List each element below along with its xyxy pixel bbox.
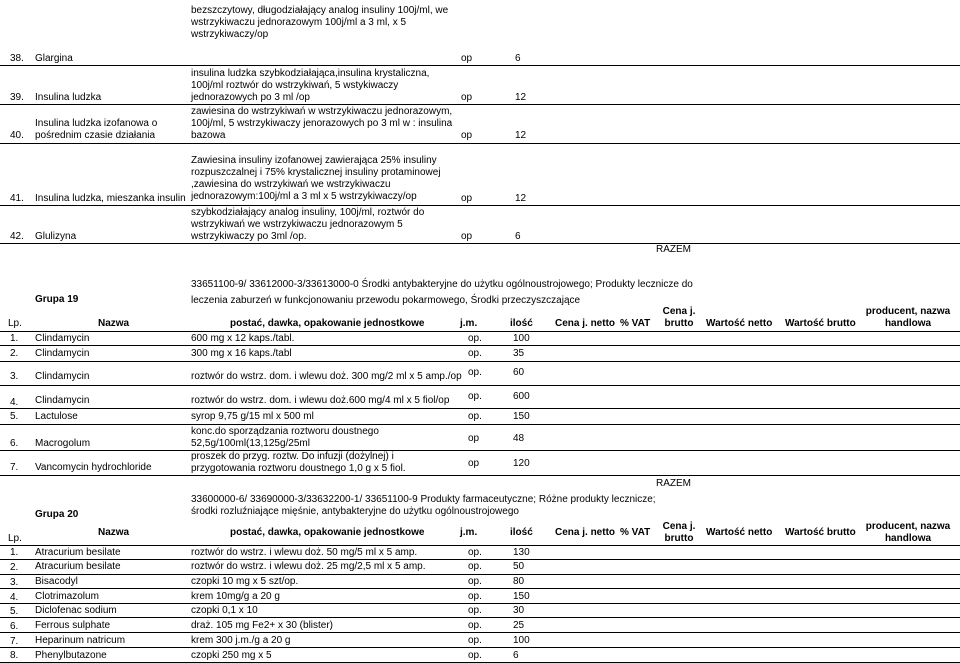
razem-label-1: RAZEM	[656, 244, 691, 255]
row-ilosc: 35	[513, 348, 525, 359]
row-postac: czopki 0,1 x 10	[191, 605, 258, 616]
row-nazwa: Clindamycin	[35, 395, 90, 406]
row-postac: 600 mg x 12 kaps./tabl.	[191, 333, 295, 344]
row-0-desc: bezszczytowy, długodziałający analog insuliny 100j/ml, we wstrzykiwaczu jednorazowym 100j/ml a 3 ml, x 5 wstrzykiwaczy/op	[191, 5, 449, 40]
header-cena-brutto: Cena j. brutto	[662, 306, 696, 329]
row-ilosc: 150	[513, 591, 530, 602]
row-ilosc: 50	[513, 561, 525, 572]
header-wartosc-netto: Wartość netto	[706, 527, 773, 538]
row-ilosc: 6	[513, 650, 519, 661]
row-40-jm: op	[461, 130, 473, 141]
row-postac: draż. 105 mg Fe2+ x 30 (blister)	[191, 620, 334, 631]
row-nazwa: Atracurium besilate	[35, 547, 121, 558]
header-ilosc: ilość	[510, 527, 533, 538]
header-ilosc: ilość	[510, 318, 533, 329]
header-cena-netto: Cena j. netto	[555, 318, 616, 329]
row-lp: 5.	[10, 606, 19, 617]
header-lp: Lp.	[8, 533, 22, 544]
row-41-desc: Zawiesina insuliny izofanowej zawierająca 25% insuliny rozpuszczalnej i 75% krystalicznej insuliny protaminowej ,zawiesina do wstrzykiwań we wstrzykiwaczu jednorazowym:100j/ml a 3 ml x 5 wstrzykiwaczy/op	[191, 155, 441, 202]
row-jm: op	[468, 433, 480, 444]
row-41-qty: 12	[515, 193, 527, 204]
header-cena-brutto: Cena j. brutto	[662, 521, 696, 544]
header-postac: postać, dawka, opakowanie jednostkowe	[230, 527, 425, 538]
group-19-label: Grupa 19	[35, 294, 79, 305]
header-producent: producent, nazwa handlowa	[865, 521, 951, 544]
row-nazwa: Heparinum natricum	[35, 635, 126, 646]
row-ilosc: 130	[513, 547, 530, 558]
row-38-lp: 38.	[10, 53, 24, 64]
row-nazwa: Clindamycin	[35, 371, 90, 382]
row-42-lp: 42.	[10, 231, 24, 242]
row-postac: czopki 10 mg x 5 szt/op.	[191, 576, 299, 587]
row-ilosc: 30	[513, 605, 525, 616]
header-nazwa: Nazwa	[98, 527, 130, 538]
row-nazwa: Phenylbutazone	[35, 650, 107, 661]
group-19-cpv: 33651100-9/ 33612000-3/33613000-0 Środki antybakteryjne do użytku ogólnoustrojowego; Produkty lecznicze do leczenia zaburzeń w funkcjonowaniu przewodu pokarmowego, Środki przeczyszczające	[191, 279, 693, 306]
row-41-jm: op	[461, 193, 473, 204]
header-jm: j.m.	[460, 527, 478, 538]
header-wartosc-brutto: Wartość brutto	[785, 527, 856, 538]
row-lp: 7.	[10, 462, 19, 473]
row-jm: op.	[468, 333, 482, 344]
row-39-desc: insulina ludzka szybkodziałająca,insulina krystaliczna, 100j/ml roztwór do wstrzykiwań, 5 wstykiwaczy jednorazowych po 3 ml /op	[191, 68, 430, 103]
row-postac: proszek do przyg. roztw. Do infuzji (dożylnej) i przygotowania roztworu doustnego 1,0 g x 5 fiol.	[191, 451, 406, 474]
row-lp: 4.	[10, 397, 19, 408]
header-wartosc-brutto: Wartość brutto	[785, 318, 856, 329]
row-nazwa: Clindamycin	[35, 333, 90, 344]
row-ilosc: 25	[513, 620, 525, 631]
razem-label-2: RAZEM	[656, 478, 691, 489]
row-postac: konc.do sporządzania roztworu doustnego 52,5g/100ml(13,125g/25ml	[191, 426, 379, 449]
row-41-name: Insulina ludzka, mieszanka insulin	[35, 193, 186, 204]
row-jm: op.	[468, 620, 482, 631]
row-lp: 2.	[10, 348, 19, 359]
row-ilosc: 60	[513, 367, 525, 378]
row-postac: krem 300 j.m./g a 20 g	[191, 635, 291, 646]
row-postac: czopki 250 mg x 5	[191, 650, 272, 661]
row-lp: 1.	[10, 547, 19, 558]
header-jm: j.m.	[460, 318, 478, 329]
row-postac: roztwór do wstrz. dom. i wlewu doż.600 mg/4 ml x 5 fiol/op	[191, 395, 450, 406]
row-lp: 2.	[10, 562, 19, 573]
group-20-label: Grupa 20	[35, 509, 79, 520]
row-ilosc: 600	[513, 391, 530, 402]
row-ilosc: 100	[513, 635, 530, 646]
row-lp: 3.	[10, 577, 19, 588]
header-producent: producent, nazwa handlowa	[865, 306, 951, 329]
row-postac: roztwór do wstrz. i wlewu doż. 25 mg/2,5 ml x 5 amp.	[191, 561, 426, 572]
row-jm: op.	[468, 591, 482, 602]
row-nazwa: Bisacodyl	[35, 576, 78, 587]
row-jm: op.	[468, 605, 482, 616]
row-jm: op.	[468, 635, 482, 646]
row-lp: 8.	[10, 650, 19, 661]
row-38-jm: op	[461, 53, 473, 64]
row-postac: krem 10mg/g a 20 g	[191, 591, 280, 602]
header-vat: % VAT	[620, 527, 651, 538]
row-42-jm: op	[461, 231, 473, 242]
row-jm: op.	[468, 561, 482, 572]
row-postac: roztwór do wstrz. i wlewu doż. 50 mg/5 ml x 5 amp.	[191, 547, 418, 558]
header-lp: Lp.	[8, 318, 22, 329]
row-42-qty: 6	[515, 231, 521, 242]
row-ilosc: 80	[513, 576, 525, 587]
row-nazwa: Clindamycin	[35, 348, 90, 359]
row-jm: op.	[468, 391, 482, 402]
row-42-name: Glulizyna	[35, 231, 77, 242]
header-vat: % VAT	[620, 318, 651, 329]
row-nazwa: Macrogolum	[35, 438, 91, 449]
row-lp: 6.	[10, 438, 19, 449]
row-nazwa: Lactulose	[35, 411, 78, 422]
row-38-qty: 6	[515, 53, 521, 64]
row-nazwa: Ferrous sulphate	[35, 620, 111, 631]
row-lp: 4.	[10, 592, 19, 603]
row-nazwa: Vancomycin hydrochloride	[35, 462, 152, 473]
row-jm: op.	[468, 411, 482, 422]
row-lp: 5.	[10, 411, 19, 422]
row-39-lp: 39.	[10, 92, 24, 103]
row-postac: roztwór do wstrz. dom. i wlewu doż. 300 mg/2 ml x 5 amp./op	[191, 371, 462, 382]
row-postac: 300 mg x 16 kaps./tabl	[191, 348, 292, 359]
row-39-jm: op	[461, 92, 473, 103]
row-jm: op.	[468, 348, 482, 359]
row-nazwa: Diclofenac sodium	[35, 605, 117, 616]
row-nazwa: Atracurium besilate	[35, 561, 121, 572]
row-jm: op	[468, 458, 480, 469]
row-lp: 6.	[10, 621, 19, 632]
row-39-qty: 12	[515, 92, 527, 103]
row-ilosc: 48	[513, 433, 525, 444]
row-39-name: Insulina ludzka	[35, 92, 102, 103]
row-38-name: Glargina	[35, 53, 73, 64]
row-jm: op.	[468, 650, 482, 661]
row-nazwa: Clotrimazolum	[35, 591, 99, 602]
row-jm: op.	[468, 367, 482, 378]
row-jm: op.	[468, 547, 482, 558]
row-ilosc: 150	[513, 411, 530, 422]
row-lp: 1.	[10, 333, 19, 344]
header-wartosc-netto: Wartość netto	[706, 318, 773, 329]
row-ilosc: 100	[513, 333, 530, 344]
row-41-lp: 41.	[10, 193, 24, 204]
row-40-desc: zawiesina do wstrzykiwań w wstrzykiwaczu jednorazowym, 100j/ml, 5 wstrzykiwaczy jenorazowych po 3 ml w : insulina bazowa	[191, 106, 453, 141]
row-40-qty: 12	[515, 130, 527, 141]
row-42-desc: szybkodziałający analog insuliny, 100j/ml, roztwór do wstrzykiwań we wstrzykiwaczu jednorazowym 5 wstrzykiwaczy po 3ml /op.	[191, 207, 425, 242]
header-cena-netto: Cena j. netto	[555, 527, 616, 538]
row-40-name: Insulina ludzka izofanowa o pośrednim czasie działania	[35, 118, 158, 141]
row-lp: 3.	[10, 371, 19, 382]
row-jm: op.	[468, 576, 482, 587]
group-20-cpv: 33600000-6/ 33690000-3/33632200-1/ 33651100-9 Produkty farmaceutyczne; Różne produkty lecznicze; środki rozluźniające mięśnie, antybakteryjne do użytku ogólnoustrojowego	[191, 494, 656, 517]
row-40-lp: 40.	[10, 130, 24, 141]
row-lp: 7.	[10, 636, 19, 647]
row-postac: syrop 9,75 g/15 ml x 500 ml	[191, 411, 314, 422]
header-postac: postać, dawka, opakowanie jednostkowe	[230, 318, 425, 329]
row-ilosc: 120	[513, 458, 530, 469]
header-nazwa: Nazwa	[98, 318, 130, 329]
